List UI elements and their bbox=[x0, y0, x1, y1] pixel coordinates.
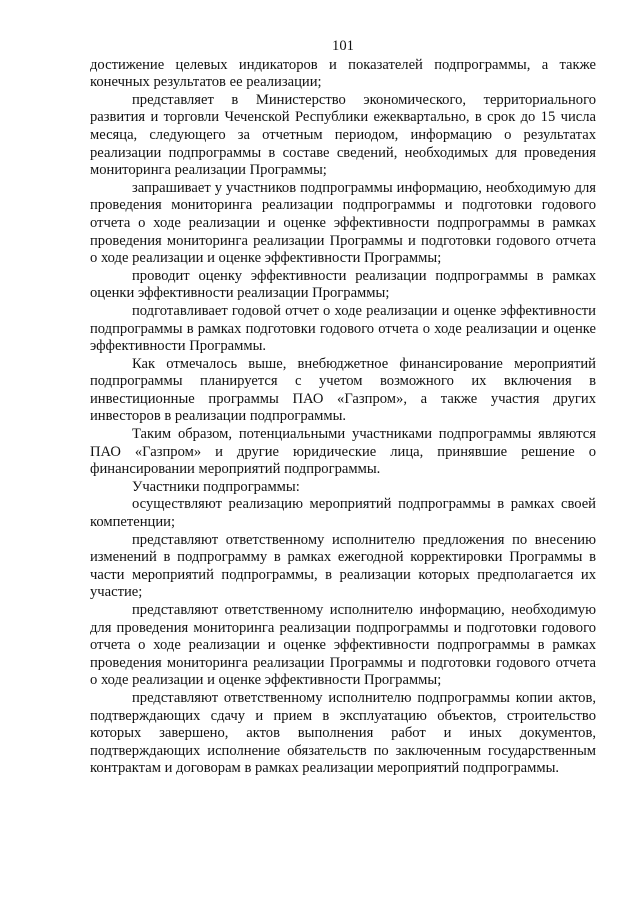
paragraph-6: Как отмечалось выше, внебюджетное финансирование мероприятий подпрограммы планируется с учетом возможного их включения в инвестиционные программы ПАО «Газпром», а также участия других инвесторов в реализации подпрограммы. bbox=[90, 355, 596, 425]
paragraph-10: представляют ответственному исполнителю предложения по внесению изменений в подпрограмму в рамках ежегодной корректировки Программы в части мероприятий подпрограммы, в реализации которых предполагается их участие; bbox=[90, 531, 596, 601]
document-page bbox=[90, 38, 596, 778]
paragraph-5: подготавливает годовой отчет о ходе реализации и оценке эффективности подпрограммы в рамках подготовки годового отчета о ходе реализации и оценке эффективности Программы. bbox=[90, 302, 596, 355]
paragraph-3: запрашивает у участников подпрограммы информацию, необходимую для проведения мониторинга реализации подпрограммы и подготовки годового отчета о ходе реализации и оценке эффективности подпрограммы в рамках проведения мониторинга реализации Программы и подготовки годового отчета о ходе реализации и оценке эффективности Программы; bbox=[90, 179, 596, 267]
paragraph-2: представляет в Министерство экономического, территориального развития и торговли Чеченской Республики ежеквартально, в срок до 15 числа месяца, следующего за отчетным периодом, информацию о результатах реализации подпрограммы в составе сведений, необходимых для проведения мониторинга реализации Программы; bbox=[90, 91, 596, 179]
paragraph-4: проводит оценку эффективности реализации подпрограммы в рамках оценки эффективности реализации Программы; bbox=[90, 267, 596, 302]
page-number: 101 bbox=[332, 38, 354, 54]
paragraph-7: Таким образом, потенциальными участниками подпрограммы являются ПАО «Газпром» и другие юридические лица, принявшие решение о финансировании мероприятий подпрограммы. bbox=[90, 426, 596, 478]
paragraph-8: Участники подпрограммы: bbox=[132, 478, 300, 495]
paragraph-1: достижение целевых индикаторов и показателей подпрограммы, а также конечных результатов ее реализации; bbox=[90, 56, 596, 91]
paragraph-9: осуществляют реализацию мероприятий подпрограммы в рамках своей компетенции; bbox=[90, 496, 596, 531]
paragraph-12: представляют ответственному исполнителю подпрограммы копии актов, подтверждающих сдачу и прием в эксплуатацию объектов, строительство которых завершено, актов выполнения работ и иных документов, подтверждающих исполнение обязательств по заключенным государственным контрактам и договорам в рамках реализации мероприятий подпрограммы. bbox=[90, 689, 596, 777]
paragraph-11: представляют ответственному исполнителю информацию, необходимую для проведения мониторинга реализации подпрограммы и подготовки годового отчета о ходе реализации и оценке эффективности подпрограммы в рамках проведения мониторинга реализации Программы и подготовки годового отчета о ходе реализации и оценке эффективности Программы; bbox=[90, 602, 596, 689]
